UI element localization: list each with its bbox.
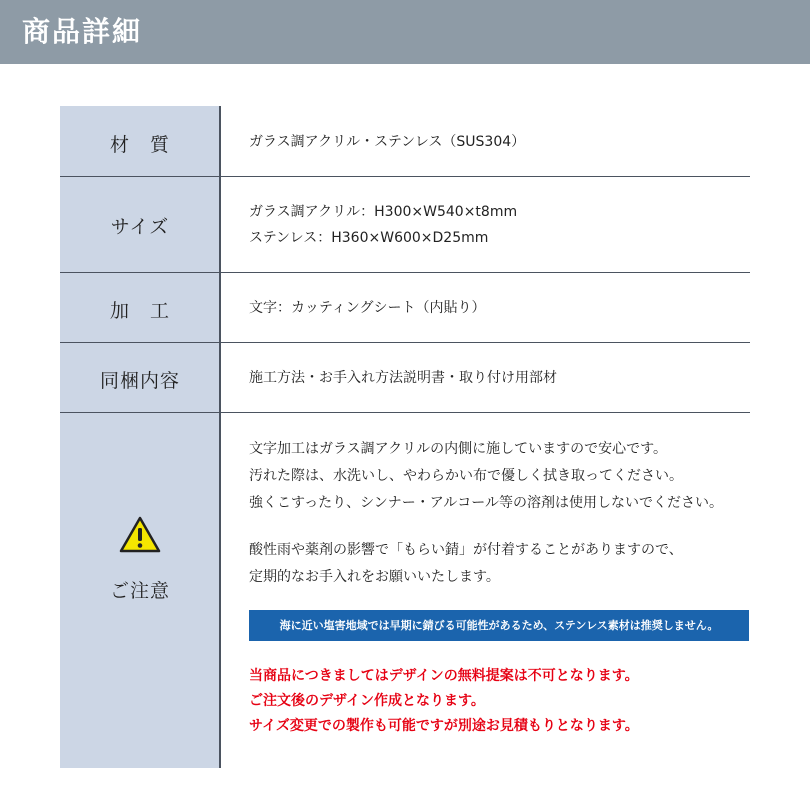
row-label-notes: ご注意 [109, 580, 170, 602]
row-label-material: 材 質 [109, 134, 170, 156]
row-value-material: ガラス調アクリル・ステンレス（SUS304） [249, 134, 526, 150]
row-label-processing: 加 工 [109, 300, 170, 322]
spec-table [60, 106, 750, 768]
note-line: 定期的なお手入れをお願いいたします。 [249, 569, 500, 585]
row-contents [60, 343, 750, 412]
page-title: 商品詳細 [22, 15, 143, 48]
note-line: 強くこすったり、シンナー・アルコール等の溶剤は使用しないでください。 [249, 495, 723, 511]
row-processing [60, 273, 750, 342]
note-line: 文字加工はガラス調アクリルの内側に施していますので安心です。 [249, 441, 668, 457]
note-line: 汚れた際は、水洗いし、やわらかい布で優しく拭き取ってください。 [249, 468, 683, 484]
design-notice [249, 664, 749, 739]
row-value-contents: 施工方法・お手入れ方法説明書・取り付け用部材 [249, 370, 557, 386]
row-label-contents: 同梱内容 [99, 370, 180, 392]
row-material [60, 106, 750, 176]
warning-icon [119, 516, 161, 554]
note-line: 酸性雨や薬剤の影響で「もらい錆」が付着することがありますので、 [249, 542, 683, 558]
header-bar [0, 0, 810, 64]
notice-line: ご注文後のデザイン作成となります。 [249, 693, 485, 709]
row-value-size-acrylic: ガラス調アクリル：H300×W540×t8mm [249, 204, 518, 220]
notice-line: サイズ変更での製作も可能ですが別途お見積もりとなります。 [249, 718, 639, 734]
row-size [60, 177, 750, 272]
notice-line: 当商品につきましてはデザインの無料提案は不可となります。 [249, 668, 639, 684]
row-divider [60, 412, 750, 413]
salt-damage-banner: 海に近い塩害地域では早期に錆びる可能性があるため、ステンレス素材は推奨しません。 [249, 610, 749, 641]
row-label-size: サイズ [110, 216, 170, 238]
row-value-size-stainless: ステンレス：H360×W600×D25mm [249, 230, 489, 246]
care-notes [249, 436, 749, 591]
row-value-processing: 文字：カッティングシート（内貼り） [249, 300, 486, 316]
